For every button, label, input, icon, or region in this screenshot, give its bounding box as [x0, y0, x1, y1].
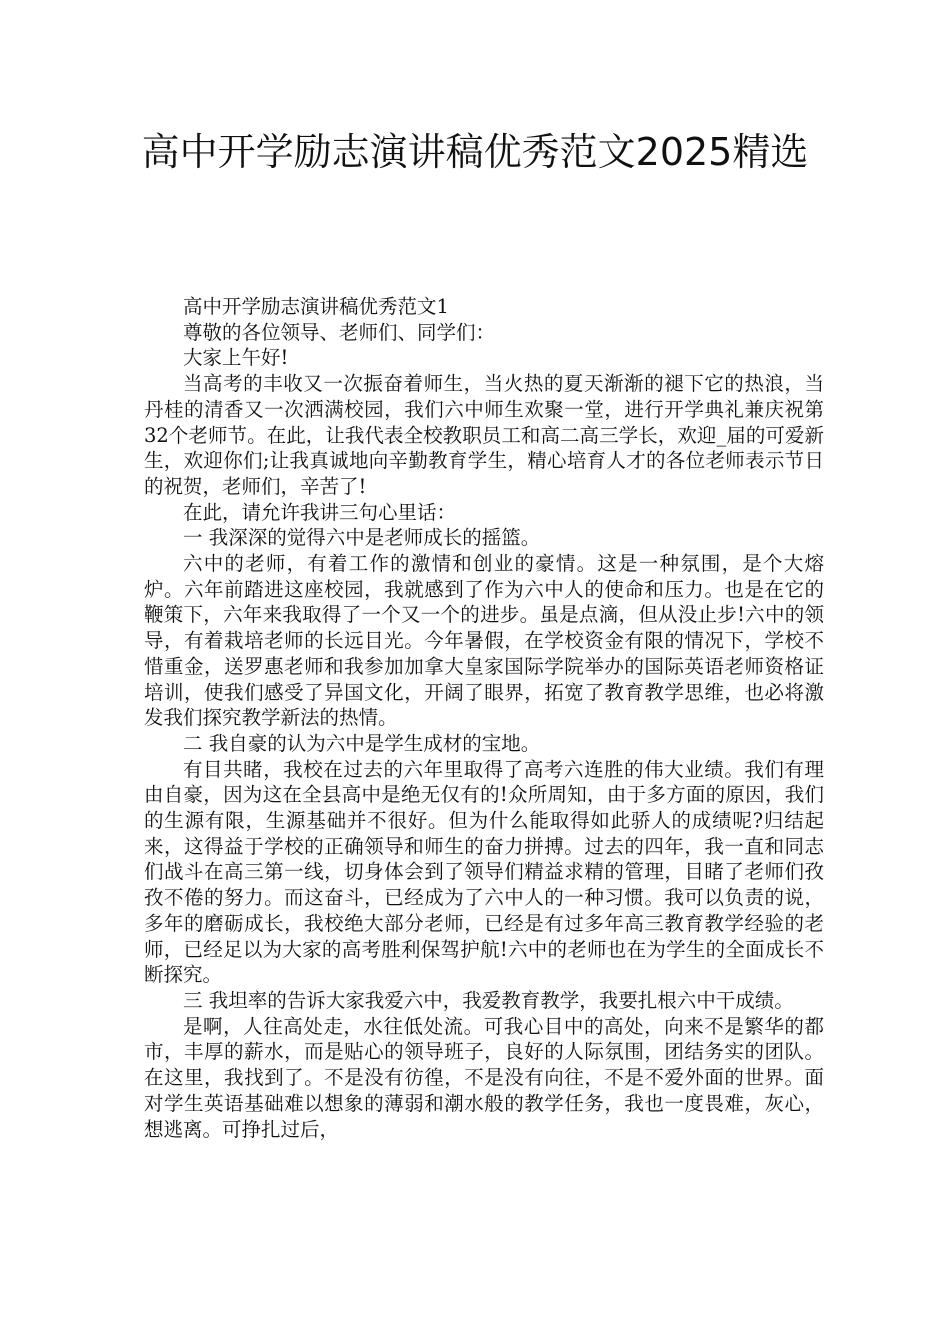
paragraph-intro: 在此，请允许我讲三句心里话：: [183, 500, 457, 524]
paragraph-point-three: 三 我坦率的告诉大家我爱六中，我爱教育教学，我要扎根六中干成绩。: [183, 988, 794, 1012]
paragraph-opening: 当高考的丰收又一次振奋着师生，当火热的夏天渐渐的褪下它的热浪，当丹桂的清香又一次洒满校园，我们六中师生欢聚一堂，进行开学典礼兼庆祝第32个老师节。在此，让我代表全校教职员工和高二高三学长，欢迎_届的可爱新生，欢迎你们;让我真诚地向辛勤教育学生，精心培育人才的各位老师表示节日的祝贺，老师们，辛苦了!: [144, 372, 824, 498]
document-title: 高中开学励志演讲稿优秀范文2025精选: [141, 130, 809, 174]
document-body: [144, 294, 824, 1142]
paragraph-body: 六中的老师，有着工作的激情和创业的豪情。这是一种氛围，是个大熔炉。六年前踏进这座校园，我就感到了作为六中人的使命和压力。也是在它的鞭策下，六年来我取得了一个又一个的进步。虽是点滴，但从没止步!六中的领导，有着栽培老师的长远目光。今年暑假，在学校资金有限的情况下，学校不惜重金，送罗惠老师和我参加加拿大皇家国际学院举办的国际英语老师资格证培训，使我们感受了异国文化，开阔了眼界，拓宽了教育教学思维，也必将激发我们探究教学新法的热情。: [144, 552, 824, 730]
paragraph-body: 是啊，人往高处走，水往低处流。可我心目中的高处，向来不是繁华的都市，丰厚的薪水，而是贴心的领导班子，良好的人际氛围，团结务实的团队。在这里，我找到了。不是没有彷徨，不是没有向往，不是不爱外面的世界。面对学生英语基础难以想象的薄弱和潮水般的教学任务，我也一度畏难，灰心，想逃离。可挣扎过后，: [144, 1014, 824, 1141]
paragraph-salutation: 尊敬的各位领导、老师们、同学们：: [183, 320, 496, 344]
paragraph-body: 有目共睹，我校在过去的六年里取得了高考六连胜的伟大业绩。我们有理由自豪，因为这在全县高中是绝无仅有的!众所周知，由于多方面的原因，我们的生源有限，生源基础并不很好。但为什么能取得如此骄人的成绩呢?归结起来，这得益于学校的正确领导和师生的奋力拼搏。过去的四年，我一直和同志们战斗在高三第一线，切身体会到了领导们精益求精的管理，目睹了老师们孜孜不倦的努力。而这奋斗，已经成为了六中人的一种习惯。我可以负责的说，多年的磨砺成长，我校绝大部分老师，已经是有过多年高三教育教学经验的老师，已经足以为大家的高考胜利保驾护航!六中的老师也在为学生的全面成长不断探究。: [144, 757, 824, 987]
paragraph-greeting: 大家上午好!: [183, 346, 289, 370]
paragraph-point-two: 二 我自豪的认为六中是学生成材的宝地。: [183, 731, 541, 755]
paragraph-point-one: 一 我深深的觉得六中是老师成长的摇篮。: [183, 526, 541, 550]
paragraph-heading: 高中开学励志演讲稿优秀范文1: [183, 295, 449, 318]
